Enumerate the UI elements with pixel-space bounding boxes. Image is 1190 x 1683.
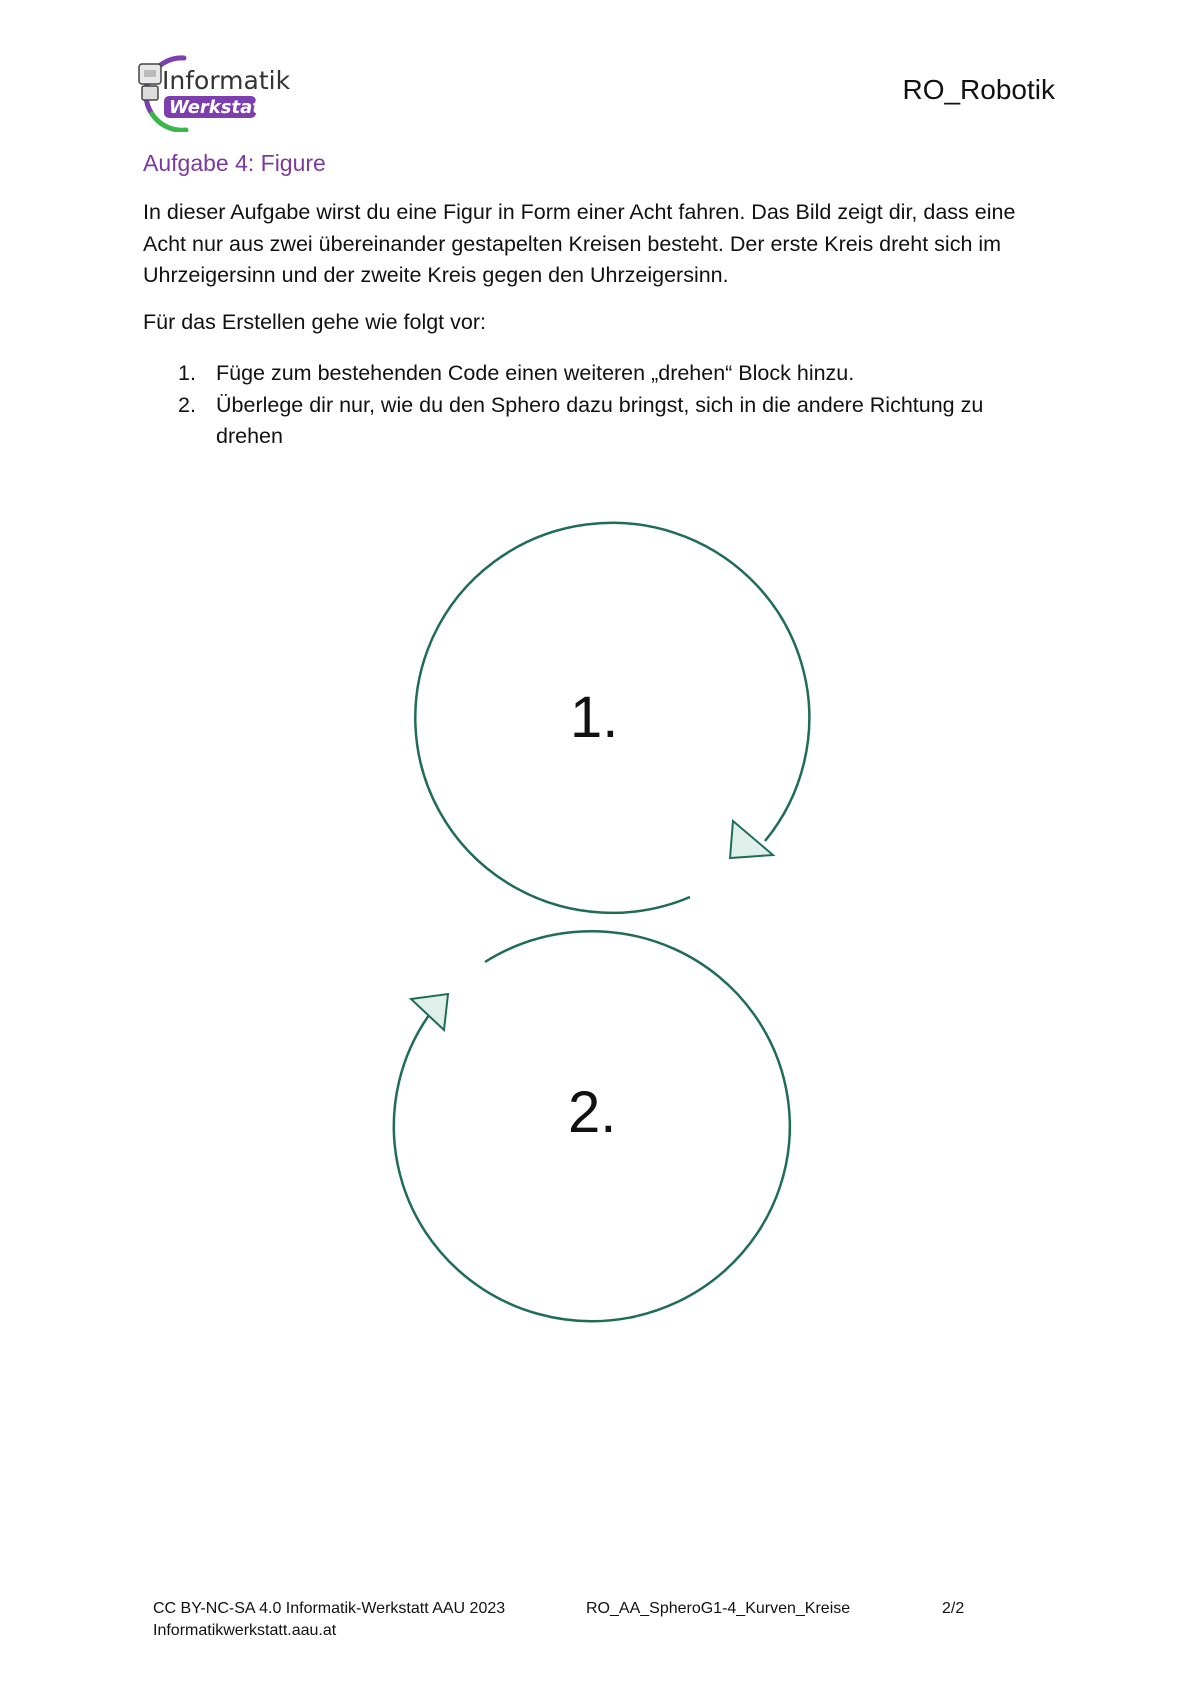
footer-file-name: RO_AA_SpheroG1-4_Kurven_Kreise	[586, 1600, 851, 1617]
step-number: 2.	[178, 392, 196, 417]
circle-2-label: 2.	[568, 1080, 617, 1145]
circle-1-label: 1.	[570, 685, 619, 750]
step-item	[178, 390, 1048, 453]
steps-list	[178, 358, 1048, 453]
circle-2-arrowhead-icon	[411, 994, 448, 1030]
informatik-werkstatt-logo	[134, 52, 294, 132]
step-number: 1.	[178, 361, 196, 385]
svg-text:Werkstatt: Werkstatt	[169, 97, 270, 118]
step-text: Überlege dir nur, wie du den Sphero dazu bringst, sich in die andere Richtung zu drehen	[216, 392, 984, 448]
logo-graphic	[134, 52, 294, 132]
svg-text:Informatik: Informatik	[162, 66, 291, 95]
step-text: Füge zum bestehenden Code einen weiteren „drehen“ Block hinzu.	[216, 361, 855, 385]
task-title: Aufgabe 4: Figure	[143, 150, 326, 176]
footer-page-number: 2/2	[942, 1600, 965, 1617]
footer-left	[153, 1598, 505, 1642]
figure-eight-diagram	[0, 500, 1190, 1360]
task-intro: In dieser Aufgabe wirst du eine Figur in Form einer Acht fahren. Das Bild zeigt dir, dass eine Acht nur aus zwei übereinander gestapelten Kreisen besteht. Der erste Kreis dreht sich im Uhrzeigersinn und der zweite Kreis gegen den Uhrzeigersinn.	[143, 200, 1016, 287]
footer-website: Informatikwerkstatt.aau.at	[153, 1622, 337, 1639]
step-item	[178, 358, 1048, 390]
footer-license: CC BY-NC-SA 4.0 Informatik-Werkstatt AAU 2023	[153, 1600, 506, 1617]
document-code: RO_Robotik	[902, 74, 1055, 105]
steps-intro: Für das Erstellen gehe wie folgt vor:	[143, 310, 486, 334]
